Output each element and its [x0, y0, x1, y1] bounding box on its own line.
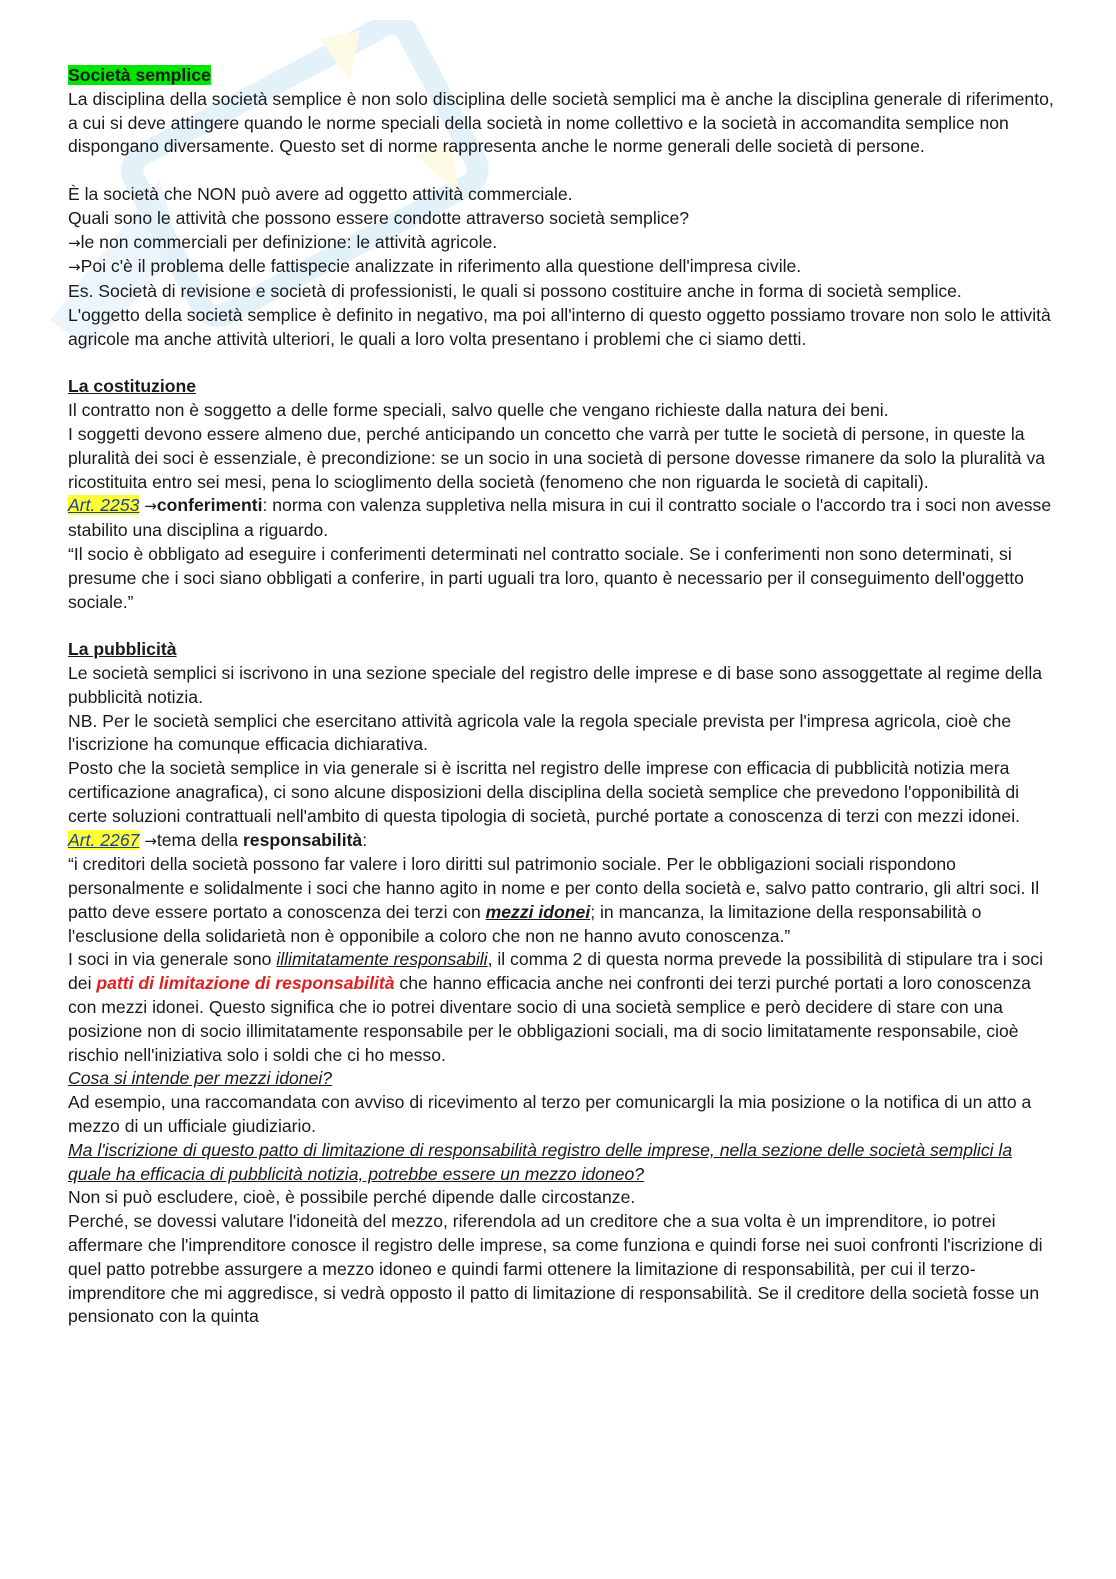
arrow-paragraph: [68, 255, 1056, 280]
question-text: Ma l'iscrizione di questo patto di limitazione di responsabilità registro delle imprese, nella sezione delle società semplici la quale ha efficacia di pubblicità notizia, potrebbe essere un mezzo idoneo?: [68, 1139, 1013, 1184]
article-reference: Art. 2267: [68, 829, 140, 850]
paragraph: Perché, se dovessi valutare l'idoneità del mezzo, riferendola ad un creditore che a sua volta è un imprenditore, io potrei affermare che l'imprenditore conosce il registro delle imprese, sa come funziona e quindi forse nei suoi confronti l'iscrizione di quel patto potrebbe assurgere a mezzo idoneo e quindi farmi ottenere la limitazione di responsabilità, per cui il terzo-imprenditore che mi aggredisce, si vedrà opposto il patto di limitazione di responsabilità. Se il creditore della società fosse un pensionato con la quinta: [68, 1211, 1043, 1327]
article-term: conferimenti: [156, 495, 263, 516]
paragraph: Quali sono le attività che possono essere condotte attraverso società semplice?: [68, 207, 690, 228]
article-text: : norma con valenza suppletiva nella misura in cui il contratto sociale o l'accordo tra i soci non avesse stabilito una disciplina a riguardo.: [68, 495, 1052, 541]
page-title: Società semplice: [68, 65, 211, 85]
arrow-icon: →: [144, 831, 157, 850]
emphasis-text: mezzi idonei: [485, 901, 591, 922]
article-paragraph: [68, 829, 1056, 854]
quote-text: “i creditori della società possono far valere i loro diritti sul patrimonio sociale. Per le obbligazioni sociali rispondono personalmente e solidalmente i soci che hanno agito in nome e per conto della società e, salvo patto contrario, gli altri soci. Il patto deve essere portato a conoscenza dei terzi con: [68, 854, 1040, 922]
article-paragraph: [68, 494, 1056, 543]
paragraph: NB. Per le società semplici che esercitano attività agricola vale la regola speciale prevista per l'impresa agricola, cioè che l'iscrizione ha comunque efficacia dichiarativa.: [68, 710, 1012, 755]
paragraph-text: , il comma 2 di questa norma prevede la possibilità di stipulare tra i soci dei: [68, 949, 1044, 994]
section-heading-costituzione: La costituzione: [68, 376, 197, 397]
paragraph: Es. Società di revisione e società di professionisti, le quali si possono costituire anche in forma di società semplice.: [68, 281, 962, 302]
article-term: responsabilità: [242, 829, 363, 850]
paragraph: Ad esempio, una raccomandata con avviso di ricevimento al terzo per comunicargli la mia posizione o la notifica di un atto a mezzo di un ufficiale giudiziario.: [68, 1092, 1032, 1137]
paragraph-text: le non commerciali per definizione: le attività agricole.: [80, 231, 498, 252]
paragraph-text: Poi c'è il problema delle fattispecie analizzate in riferimento alla questione dell'impresa civile.: [80, 256, 802, 277]
article-reference: Art. 2253: [68, 495, 140, 516]
intro-paragraph: La disciplina della società semplice è non solo disciplina delle società semplici ma è anche la disciplina generale di riferimento, a cui si deve attingere quando le norme speciali della società in nome collettivo e la società in accomandita semplice non dispongano diversamente. Questo set di norme rappresenta anche le norme generali delle società di persone.: [68, 88, 1054, 157]
emphasis-text: illimitatamente responsabili: [276, 949, 488, 970]
arrow-icon: →: [144, 497, 157, 516]
article-text: tema della: [156, 829, 243, 850]
paragraph: È la società che NON può avere ad oggetto attività commerciale.: [68, 183, 573, 204]
paragraph: [68, 948, 1056, 1067]
quote-paragraph: [68, 853, 1056, 948]
quote-text: ; in mancanza, la limitazione della responsabilità o l'esclusione della solidarietà non è opponibile a coloro che non ne hanno avuto conoscenza.”: [68, 901, 982, 946]
arrow-paragraph: [68, 231, 1056, 256]
arrow-icon: →: [68, 233, 81, 252]
section-heading-pubblicita: La pubblicità: [68, 639, 177, 660]
highlight-red-text: patti di limitazione di responsabilità: [96, 973, 395, 994]
paragraph-text: che hanno efficacia anche nei confronti dei terzi purché portati a loro conoscenza con mezzi idonei. Questo significa che io potrei diventare socio di una società semplice e però decidere di stare con una posizione non di socio illimitatamente responsabile per le obbligazioni sociali, ma di socio limitatamente responsabile, cioè rischio nell'iniziativa solo i soldi che ci ho messo.: [68, 973, 1031, 1065]
paragraph: I soggetti devono essere almeno due, perché anticipando un concetto che varrà per tutte le società di persone, in queste la pluralità dei soci è essenziale, è precondizione: se un socio in una società di persone dovesse rimanere da solo la pluralità va ricostituita entro sei mesi, pena lo scioglimento della società (fenomeno che non riguarda le società di capitali).: [68, 423, 1046, 492]
paragraph: L'oggetto della società semplice è definito in negativo, ma poi all'interno di questo oggetto possiamo trovare non solo le attività agricole ma anche attività ulteriori, le quali a loro volta presentano i problemi che ci siamo detti.: [68, 304, 1051, 349]
paragraph: Le società semplici si iscrivono in una sezione speciale del registro delle imprese e di base sono assoggettate al regime della pubblicità notizia.: [68, 662, 1043, 707]
paragraph: Posto che la società semplice in via generale si è iscritta nel registro delle imprese con efficacia di pubblicità notizia mera certificazione anagrafica), ci sono alcune disposizioni della disciplina della società semplice che prevedono l'opponibilità di certe soluzioni contrattuali nell'ambito di questa tipologia di società, purché portate a conoscenza di terzi con mezzi idonei.: [68, 758, 1021, 826]
quote-paragraph: “Il socio è obbligato ad eseguire i conferimenti determinati nel contratto sociale. Se i conferimenti non sono determinati, si presume che i soci siano obbligati a conferire, in parti uguali tra loro, quanto è necessario per il conseguimento dell'oggetto sociale.”: [68, 543, 1024, 612]
paragraph: Non si può escludere, cioè, è possibile perché dipende dalle circostanze.: [68, 1187, 636, 1208]
article-text: :: [362, 829, 368, 850]
arrow-icon: →: [68, 258, 81, 277]
question-text: Cosa si intende per mezzi idonei?: [68, 1068, 333, 1089]
paragraph: Il contratto non è soggetto a delle forme speciali, salvo quelle che vengano richieste dalla natura dei beni.: [68, 400, 889, 421]
paragraph-text: I soci in via generale sono: [68, 949, 277, 970]
